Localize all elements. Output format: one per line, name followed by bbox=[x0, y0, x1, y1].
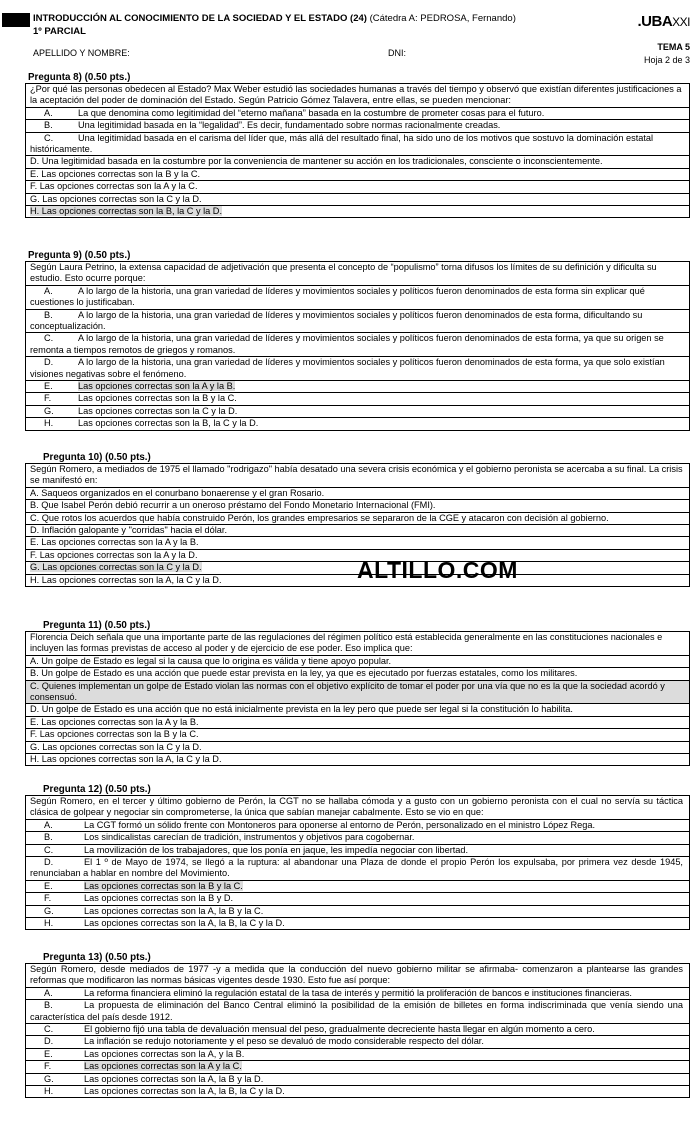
option-letter: G. bbox=[44, 1073, 54, 1084]
option-text: Las opciones correctas son la A y la C. bbox=[84, 1061, 242, 1072]
answer-option[interactable] bbox=[26, 680, 689, 704]
option-text: B. Un golpe de Estado es una acción que puede estar prevista en la ley, ya que es ejecutado por fuerzas estatales, como los militares. bbox=[30, 668, 578, 679]
option-text: B. Que Isabel Perón debió recurrir a un oneroso préstamo del Fondo Monetario Internacional (FMI). bbox=[30, 500, 436, 511]
question-stem: Según Romero, desde mediados de 1977 -y a medida que la conducción del nuevo gobierno militar se afirmaba- comenzaron a plantearse las grandes reformas que modificaron las normas básicas vigentes desde 1930. Esto fue así porque: bbox=[30, 964, 683, 986]
question-stem: Según Romero, en el tercer y último gobierno de Perón, la CGT no se hallaba cómoda y a gusto con un gobierno peronista con el cual no servía su táctica clásica de golpear y negociar sin comprometerse, la única que sabían manejar cabalmente. Esto se vio en que: bbox=[30, 796, 683, 818]
option-letter: D. bbox=[44, 857, 54, 868]
option-text: H. Las opciones correctas son la B, la C y la D. bbox=[30, 206, 222, 217]
option-text: Las opciones correctas son la A, la B, la C y la D. bbox=[84, 1086, 285, 1097]
option-letter: A. bbox=[44, 285, 53, 296]
option-letter: B. bbox=[44, 1000, 53, 1011]
option-text: Una legitimidad basada en el carisma del líder que, más allá del resultado final, ha sido uno de los motivos que sostuvo la dominación estatal históricamente. bbox=[30, 132, 654, 155]
answer-option[interactable] bbox=[26, 1085, 689, 1097]
option-letter: C. bbox=[44, 333, 54, 344]
answer-option[interactable] bbox=[26, 1023, 689, 1035]
option-text: El 1 º de Mayo de 1974, se llegó a la ruptura: al abandonar una Plaza de donde el propio Perón los expulsaba, por primera vez desde 1945, renunciaban a hablar en nombre del Movimiento. bbox=[30, 857, 683, 879]
dni-label: DNI: bbox=[388, 48, 406, 58]
question-8 bbox=[25, 72, 690, 218]
answer-option[interactable] bbox=[26, 155, 689, 167]
option-letter: E. bbox=[44, 381, 53, 392]
option-text: G. Las opciones correctas son la C y la D. bbox=[30, 193, 202, 204]
uba-logo: .UBAXXI bbox=[637, 13, 690, 30]
question-11 bbox=[25, 620, 690, 766]
answer-option[interactable] bbox=[26, 512, 689, 524]
option-text: El gobierno fijó una tabla de devaluación mensual del peso, gradualmente decreciente hasta llegar en algún momento a cero. bbox=[84, 1024, 595, 1035]
option-text: Una legitimidad basada en la “legalidad”. Es decir, fundamentado sobre normas racionalmente creadas. bbox=[78, 120, 501, 131]
answer-option[interactable] bbox=[26, 1048, 689, 1060]
answer-option[interactable] bbox=[26, 499, 689, 511]
apellido-label: APELLIDO Y NOMBRE: bbox=[33, 48, 130, 58]
option-text: Las opciones correctas son la A, la B, la C y la D. bbox=[84, 918, 285, 929]
option-text: D. Un golpe de Estado es una acción que no está inicialmente prevista en la ley pero que puede ser legal si la constitución lo habilita. bbox=[30, 704, 573, 715]
question-box bbox=[25, 83, 690, 218]
question-stem: Según Laura Petrino, la extensa capacidad de adjetivación que presenta el concepto de “populismo” torna difusos los límites de su definición y dificulta su estudio. Esto ocurre porque: bbox=[30, 262, 657, 284]
option-text: Las opciones correctas son la B y la C. bbox=[84, 880, 243, 891]
option-letter: B. bbox=[44, 309, 53, 320]
option-text: La propuesta de eliminación del Banco Central eliminó la posibilidad de la emisión de billetes en forma indiscriminada que venía siendo una característica del país desde 1912. bbox=[30, 1000, 683, 1022]
answer-option[interactable] bbox=[26, 1035, 689, 1047]
answer-option[interactable] bbox=[26, 180, 689, 192]
option-text: H. Las opciones correctas son la A, la C y la D. bbox=[30, 754, 222, 765]
option-text: E. Las opciones correctas son la A y la B. bbox=[30, 716, 199, 727]
option-text: G. Las opciones correctas son la C y la D. bbox=[30, 562, 202, 573]
page-number: Hoja 2 de 3 bbox=[643, 55, 690, 65]
answer-option[interactable] bbox=[26, 417, 689, 429]
option-text: A. Un golpe de Estado es legal si la causa que lo origina es válida y tiene apoyo popular. bbox=[30, 655, 392, 666]
question-box bbox=[25, 631, 690, 766]
answer-option[interactable] bbox=[26, 716, 689, 728]
answer-option[interactable] bbox=[26, 132, 689, 156]
option-text: La reforma financiera eliminó la regulación estatal de la tasa de interés y permitió la proliferación de bancos e instituciones financieras. bbox=[84, 987, 632, 998]
question-box bbox=[25, 963, 690, 1098]
question-12 bbox=[25, 784, 690, 930]
question-title: Pregunta 10) (0.50 pts.) bbox=[43, 452, 151, 463]
option-letter: A. bbox=[44, 819, 53, 830]
option-text: D. Una legitimidad basada en la costumbre por la conveniencia de mantener su acción en los tradicionales, consciente o inconscientemente. bbox=[30, 156, 603, 167]
option-text: Las opciones correctas son la A, la B y la C. bbox=[84, 905, 264, 916]
option-text: D. Inflación galopante y "corridas" hacia el dólar. bbox=[30, 525, 228, 536]
question-9 bbox=[25, 250, 690, 431]
option-text: A. Saqueos organizados en el conurbano bonaerense y el gran Rosario. bbox=[30, 487, 325, 498]
answer-option[interactable] bbox=[26, 1060, 689, 1072]
answer-option[interactable] bbox=[26, 107, 689, 119]
option-letter: A. bbox=[44, 107, 53, 118]
answer-option[interactable] bbox=[26, 753, 689, 765]
question-box bbox=[25, 795, 690, 930]
answer-option[interactable] bbox=[26, 524, 689, 536]
answer-option[interactable] bbox=[26, 987, 689, 999]
answer-option[interactable] bbox=[26, 536, 689, 548]
answer-option[interactable] bbox=[26, 844, 689, 856]
option-text: Las opciones correctas son la A, y la B. bbox=[84, 1048, 245, 1059]
option-text: A lo largo de la historia, una gran variedad de líderes y movimientos sociales y políticos fueron denominados de esta forma sin explicar qué cuestiones lo justificaban. bbox=[30, 285, 645, 308]
answer-option[interactable] bbox=[26, 892, 689, 904]
option-text: Las opciones correctas son la B y D. bbox=[84, 893, 234, 904]
answer-option[interactable] bbox=[26, 655, 689, 667]
option-text: A lo largo de la historia, una gran variedad de líderes y movimientos sociales y políticos fueron denominados de esta forma, ya que su origen se remonta a tiempos remotos de griegos y romanos. bbox=[30, 333, 664, 355]
course-title: INTRODUCCIÓN AL CONOCIMIENTO DE LA SOCIEDAD Y EL ESTADO (24) (Cátedra A: PEDROSA, Fernando) bbox=[33, 13, 516, 24]
question-title: Pregunta 13) (0.50 pts.) bbox=[43, 952, 151, 963]
tema-label: TEMA 5 bbox=[657, 42, 690, 52]
question-title: Pregunta 12) (0.50 pts.) bbox=[43, 784, 151, 795]
option-letter: C. bbox=[44, 1024, 54, 1035]
option-text: Las opciones correctas son la C y la D. bbox=[78, 405, 238, 416]
option-text: Las opciones correctas son la A y la B. bbox=[78, 381, 236, 392]
answer-option[interactable] bbox=[26, 356, 689, 380]
option-letter: C. bbox=[44, 844, 54, 855]
answer-option[interactable] bbox=[26, 1073, 689, 1085]
question-stem: ¿Por qué las personas obedecen al Estado? Max Weber estudió las sociedades humanas a través del tiempo y observó que existían diferentes justificaciones a la aceptación del poder de dominación del Estado. Según Patricio Gómez Talavera, entre ellas, se pueden mencionar: bbox=[30, 84, 682, 106]
option-text: La CGT formó un sólido frente con Montoneros para oponerse al entorno de Perón, personalizado en el ministro López Rega. bbox=[84, 819, 596, 830]
question-title: Pregunta 9) (0.50 pts.) bbox=[28, 250, 131, 261]
answer-option[interactable] bbox=[26, 667, 689, 679]
option-text: Las opciones correctas son la A, la B y la D. bbox=[84, 1073, 264, 1084]
answer-option[interactable] bbox=[26, 380, 689, 392]
option-letter: H. bbox=[44, 918, 54, 929]
answer-option[interactable] bbox=[26, 831, 689, 843]
watermark: ALTILLO.COM bbox=[357, 557, 518, 583]
option-letter: B. bbox=[44, 832, 53, 843]
option-letter: G. bbox=[44, 405, 54, 416]
answer-option[interactable] bbox=[26, 405, 689, 417]
answer-option[interactable] bbox=[26, 309, 689, 333]
question-title: Pregunta 11) (0.50 pts.) bbox=[43, 620, 151, 631]
answer-option[interactable] bbox=[26, 999, 689, 1023]
option-letter: B. bbox=[44, 120, 53, 131]
answer-option[interactable] bbox=[26, 205, 689, 217]
option-letter: F. bbox=[44, 1061, 52, 1072]
option-letter: G. bbox=[44, 905, 54, 916]
option-letter: C. bbox=[44, 132, 54, 143]
option-text: Las opciones correctas son la B, la C y la D. bbox=[78, 418, 259, 429]
answer-option[interactable] bbox=[26, 332, 689, 356]
answer-option[interactable] bbox=[26, 880, 689, 892]
answer-option[interactable] bbox=[26, 193, 689, 205]
answer-option[interactable] bbox=[26, 703, 689, 715]
question-box bbox=[25, 261, 690, 431]
option-text: La inflación se redujo notoriamente y el peso se devaluó de modo considerable respecto del dólar. bbox=[84, 1036, 484, 1047]
answer-option[interactable] bbox=[26, 119, 689, 131]
option-text: A lo largo de la historia, una gran variedad de líderes y movimientos sociales y políticos fueron denominados de esta forma, dificultando su conceptualización. bbox=[30, 309, 643, 332]
option-text: E. Las opciones correctas son la B y la C. bbox=[30, 168, 201, 179]
option-text: Los sindicalistas carecían de tradición, instrumentos y objetivos para cogobernar. bbox=[84, 832, 415, 843]
answer-option[interactable] bbox=[26, 819, 689, 831]
answer-option[interactable] bbox=[26, 392, 689, 404]
answer-option[interactable] bbox=[26, 917, 689, 929]
answer-option[interactable] bbox=[26, 905, 689, 917]
option-letter: F. bbox=[44, 893, 52, 904]
option-letter: D. bbox=[44, 1036, 54, 1047]
option-letter: E. bbox=[44, 1048, 53, 1059]
option-letter: F. bbox=[44, 393, 52, 404]
answer-option[interactable] bbox=[26, 856, 689, 880]
option-text: F. Las opciones correctas son la A y la C. bbox=[30, 181, 198, 192]
option-letter: E. bbox=[44, 880, 53, 891]
option-letter: H. bbox=[44, 1086, 54, 1097]
answer-option[interactable] bbox=[26, 728, 689, 740]
option-text: C. Quienes implementan un golpe de Estado violan las normas con el objetivo explícito de tomar el poder por una vía que no es la que la sociedad acordó y consensuó. bbox=[30, 680, 665, 703]
answer-option[interactable] bbox=[26, 741, 689, 753]
option-text: G. Las opciones correctas son la C y la D. bbox=[30, 741, 202, 752]
option-text: A lo largo de la historia, una gran variedad de líderes y movimientos sociales y políticos fueron denominados de esta forma, ya que solo existían visiones negativas sobre el fenómeno. bbox=[30, 357, 665, 379]
answer-option[interactable] bbox=[26, 285, 689, 309]
answer-option[interactable] bbox=[26, 168, 689, 180]
redaction-block bbox=[2, 13, 30, 27]
option-text: F. Las opciones correctas son la B y la C. bbox=[30, 729, 199, 740]
option-text: La movilización de los trabajadores, que los ponía en jaque, les impedía negociar con libertad. bbox=[84, 844, 469, 855]
question-stem: Florencia Deich señala que una importante parte de las regulaciones del régimen político está establecida generalmente en las constituciones nacionales e incluyen las formas previstas de acceso al poder y de ejercicio de ese poder. Eso implica que: bbox=[30, 632, 663, 654]
option-text: E. Las opciones correctas son la A y la B. bbox=[30, 537, 199, 548]
option-letter: H. bbox=[44, 418, 54, 429]
page-header bbox=[0, 0, 700, 72]
answer-option[interactable] bbox=[26, 487, 689, 499]
option-text: La que denomina como legitimidad del “eterno mañana” basada en la costumbre de prometer cosas para el futuro. bbox=[78, 107, 545, 118]
exam-type: 1º PARCIAL bbox=[33, 26, 86, 37]
option-text: Las opciones correctas son la B y la C. bbox=[78, 393, 237, 404]
option-text: C. Que rotos los acuerdos que había construido Perón, los grandes empresarios se separaron de la CGE y atacaron con decisión al gobierno. bbox=[30, 512, 609, 523]
question-title: Pregunta 8) (0.50 pts.) bbox=[28, 72, 131, 83]
catedra: (Cátedra A: PEDROSA, Fernando) bbox=[369, 13, 516, 24]
option-text: F. Las opciones correctas son la A y la D. bbox=[30, 549, 198, 560]
option-text: H. Las opciones correctas son la A, la C y la D. bbox=[30, 574, 222, 585]
option-letter: A. bbox=[44, 987, 53, 998]
question-13 bbox=[25, 952, 690, 1098]
question-stem: Según Romero, a mediados de 1975 el llamado "rodrigazo" había desatado una severa crisis económica y el gobierno peronista se acercaba a su final. La crisis se manifestó en: bbox=[30, 464, 683, 486]
option-letter: D. bbox=[44, 357, 54, 368]
